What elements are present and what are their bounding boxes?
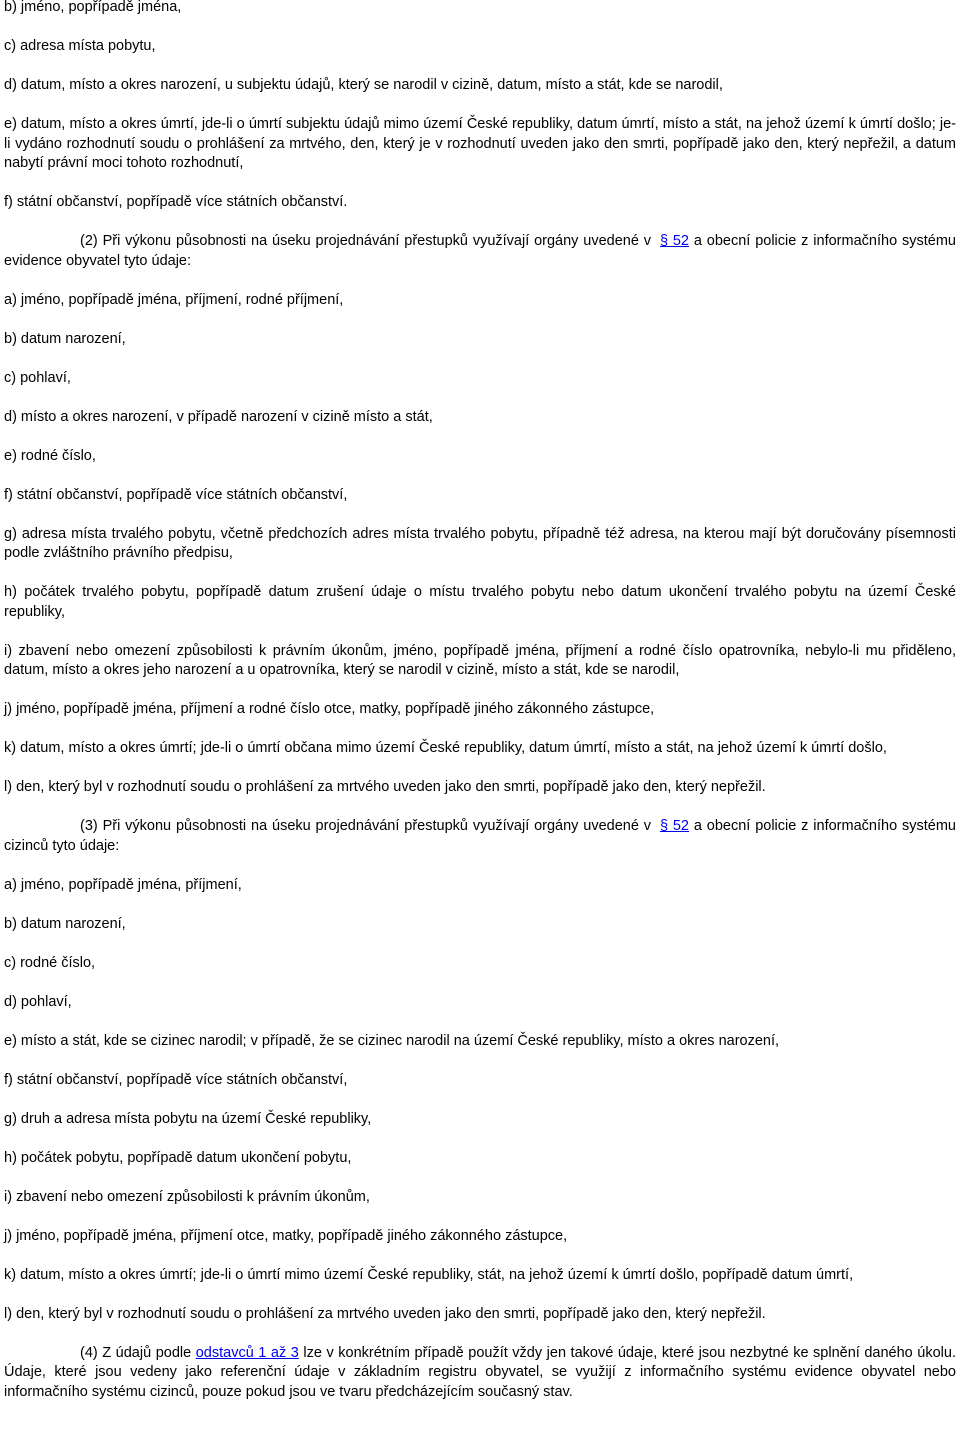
list-item: b) jméno, popřípadě jména,: [4, 0, 182, 15]
list-item: c) adresa místa pobytu,: [4, 38, 156, 54]
paragraph-4: [4, 1344, 956, 1403]
list-item: f) státní občanství, popřípadě více státních občanství,: [4, 1071, 348, 1088]
list-item: j) jméno, popřípadě jména, příjmení otce, matky, popřípadě jiného zákonného zástupce,: [4, 1227, 568, 1244]
section-52-link[interactable]: § 52: [659, 233, 689, 249]
list-item: l) den, který byl v rozhodnutí soudu o prohlášení za mrtvého uveden jako den smrti, popřípadě jako den, který nepřežil.: [4, 779, 766, 795]
paragraph-2-text-after: a obecní policie z informačního systému evidence obyvatel tyto údaje:: [4, 233, 956, 269]
paragraph-3-text-after: a obecní policie z informačního systému cizinců tyto údaje:: [4, 818, 956, 854]
list-item: b) datum narození,: [4, 330, 126, 347]
legal-document: [4, 0, 956, 1422]
paragraph-2-text-before: (2) Při výkonu působnosti na úseku projednávání přestupků využívají orgány uvedené v: [80, 233, 656, 249]
paragraph-3: [4, 817, 956, 856]
list-item: c) rodné číslo,: [4, 954, 96, 971]
list-item: k) datum, místo a okres úmrtí; jde-li o úmrtí občana mimo území České republiky, datum úmrtí, místo a stát, na jehož území k úmrtí došlo,: [4, 740, 887, 756]
list-item: f) státní občanství, popřípadě více státních občanství.: [4, 194, 348, 210]
list-item: b) datum narození,: [4, 915, 126, 932]
list-item: h) počátek trvalého pobytu, popřípadě datum zrušení údaje o místu trvalého pobytu nebo datum ukončení trvalého pobytu na území České republiky,: [4, 584, 956, 620]
list-item: a) jméno, popřípadě jména, příjmení,: [4, 876, 242, 893]
list-item: d) datum, místo a okres narození, u subjektu údajů, který se narodil v cizině, datum, místo a stát, kde se narodil,: [4, 77, 723, 93]
list-item: e) datum, místo a okres úmrtí, jde-li o úmrtí subjektu údajů mimo území České republiky, datum úmrtí, místo a stát, na jehož území k úmrtí došlo; je-li vydáno rozhodnutí soudu o prohlášení za mrtvého, den, který je v rozhodnutí uveden jako den smrti, popřípadě jako den, který nepřežil, a datum nabytí právní moci tohoto rozhodnutí,: [4, 116, 956, 171]
paragraph-2: [4, 232, 956, 271]
list-item: g) druh a adresa místa pobytu na území České republiky,: [4, 1110, 372, 1127]
paragraph-4-text-before: (4) Z údajů podle: [80, 1344, 196, 1361]
list-item: d) místo a okres narození, v případě narození v cizině místo a stát,: [4, 408, 433, 425]
list-item: i) zbavení nebo omezení způsobilosti k právním úkonům, jméno, popřípadě jména, příjmení a rodné číslo opatrovníka, nebylo-li mu přiděleno, datum, místo a okres jeho narození a u opatrovníka, který se narodil v cizině, místo a stát, kde se narodil,: [4, 642, 956, 678]
paragraphs-1-3-link[interactable]: odstavců 1 až 3: [195, 1344, 299, 1361]
list-item: h) počátek pobytu, popřípadě datum ukončení pobytu,: [4, 1149, 352, 1166]
list-item: e) místo a stát, kde se cizinec narodil; v případě, že se cizinec narodil na území České republiky, místo a okres narození,: [4, 1032, 780, 1049]
paragraph-4-text-after: lze v konkrétním případě použít vždy jen takové údaje, které jsou nezbytné ke splnění daného úkolu. Údaje, které jsou vedeny jako referenční údaje v základním registru obyvatel, se využijí z informačního systému evidence obyvatel nebo informačního systému cizinců, pouze pokud jsou ve tvaru předcházejícím současný stav.: [4, 1344, 956, 1400]
list-item: j) jméno, popřípadě jména, příjmení a rodné číslo otce, matky, popřípadě jiného zákonného zástupce,: [4, 701, 655, 717]
list-item: k) datum, místo a okres úmrtí; jde-li o úmrtí mimo území České republiky, stát, na jehož území k úmrtí došlo, popřípadě datum úmrtí,: [4, 1266, 854, 1283]
list-item: d) pohlaví,: [4, 993, 72, 1010]
list-item: l) den, který byl v rozhodnutí soudu o prohlášení za mrtvého uveden jako den smrti, popřípadě jako den, který nepřežil.: [4, 1305, 766, 1322]
section-52-link[interactable]: § 52: [659, 818, 689, 834]
list-item: c) pohlaví,: [4, 369, 71, 386]
list-item: i) zbavení nebo omezení způsobilosti k právním úkonům,: [4, 1188, 370, 1205]
list-item: g) adresa místa trvalého pobytu, včetně předchozích adres místa trvalého pobytu, případně též adresa, na kterou mají být doručovány písemnosti podle zvláštního právního předpisu,: [4, 525, 956, 561]
list-item: f) státní občanství, popřípadě více státních občanství,: [4, 486, 348, 503]
list-item: e) rodné číslo,: [4, 447, 96, 464]
paragraph-3-text-before: (3) Při výkonu působnosti na úseku projednávání přestupků využívají orgány uvedené v: [80, 818, 656, 834]
list-item: a) jméno, popřípadě jména, příjmení, rodné příjmení,: [4, 291, 344, 308]
